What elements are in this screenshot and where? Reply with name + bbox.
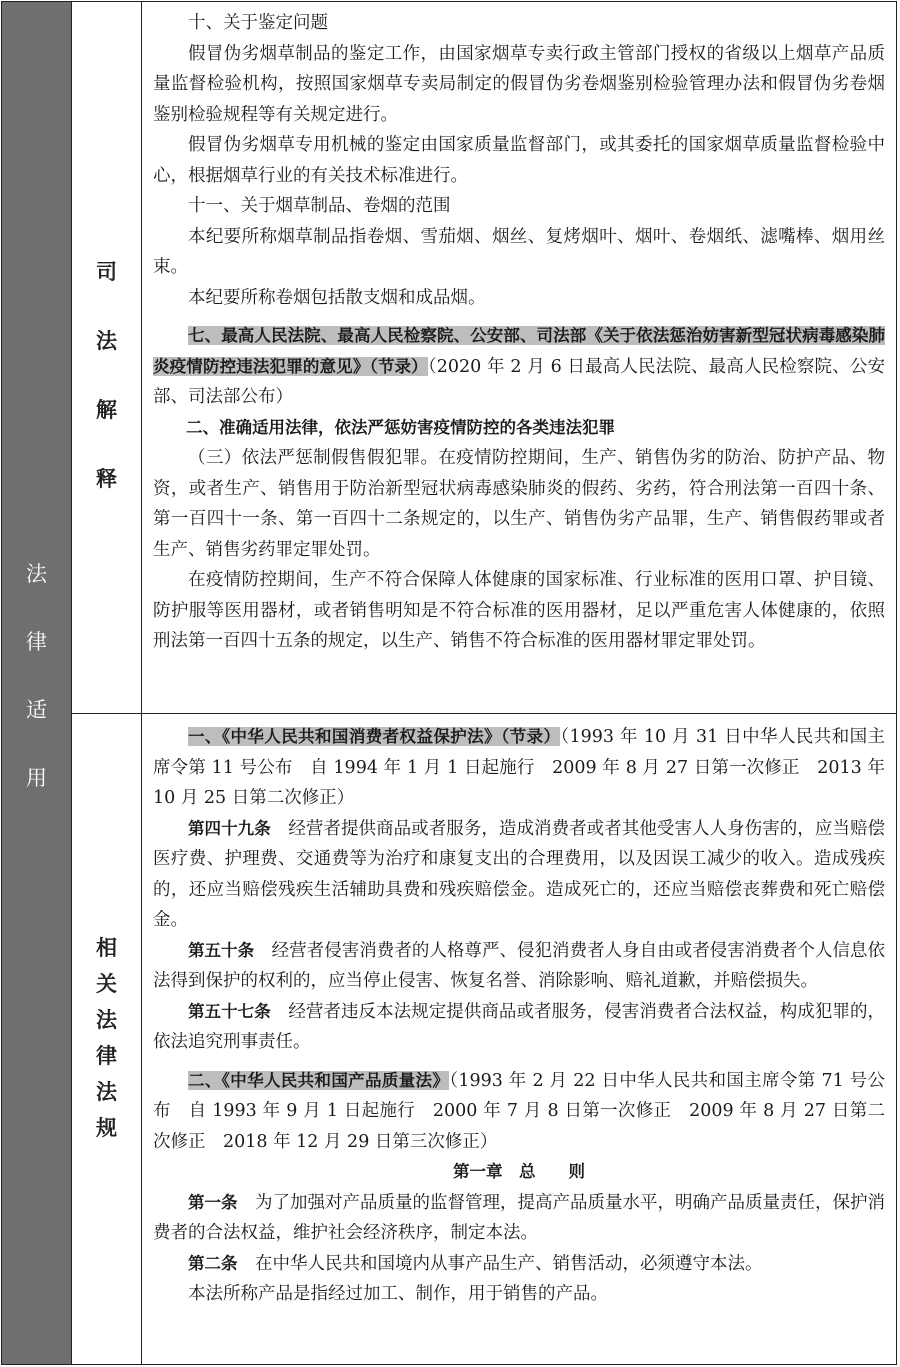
document-title: 一、《中华人民共和国消费者权益保护法》（节录） [188,727,561,746]
article-text: 经营者提供商品或者服务，造成消费者或者其他受害人人身伤害的，应当赔偿医疗费、护理费、交通费等为治疗和康复支出的合理费用，以及因误工减少的收入。造成残疾的，还应当赔偿残疾生活辅助具费和残疾赔偿金。造成死亡的，还应当赔偿丧葬费和死亡赔偿金。 [153,818,886,930]
subcategory-label-related-laws: 相 关 法 律 法 规 [96,936,117,1140]
article [153,814,885,936]
document-heading [153,722,885,814]
paragraph: 本法所称产品是指经过加工、制作，用于销售的产品。 [188,1284,608,1304]
article-text: 在中华人民共和国境内从事产品生产、销售活动，必须遵守本法。 [237,1253,763,1274]
document-note: （1993 年 10 月 31 日中华人民共和国主席令第 11 号公布 自 1994 年 1 月 1 日起施行 2009 年 8 月 27 日第一次修正 2013 年 10 月 25 日第二次修正） [153,727,886,808]
article-label: 第五十七条 [188,1001,271,1021]
document-title: 七、最高人民法院、最高人民检察院、公安部、司法部《关于依法惩治妨害新型冠状病毒感染肺炎疫情防控违法犯罪的意见》（节录） [153,326,885,376]
paragraph: 在疫情防控期间，生产不符合保障人体健康的国家标准、行业标准的医用口罩、护目镜、防护服等医用器材，或者销售明知是不符合标准的医用器材，足以严重危害人体健康的，依照刑法第一百四十五条的规定，以生产、销售不符合标准的医用器材罪定罪处罚。 [153,570,885,651]
article-label: 第五十条 [188,940,255,960]
paragraph: 本纪要所称烟草制品指卷烟、雪茄烟、烟丝、复烤烟叶、烟叶、卷烟纸、滤嘴棒、烟用丝束。 [153,226,885,277]
section-heading: 二、准确适用法律，依法严惩妨害疫情防控的各类违法犯罪 [186,417,615,437]
chapter-heading: 第一章 总 则 [453,1162,585,1181]
article [153,1188,885,1249]
article [153,997,885,1058]
section-heading: 十、关于鉴定问题 [188,13,328,33]
paragraph: （三）依法严惩制假售假犯罪。在疫情防控期间，生产、销售伪劣的防治、防护产品、物资，或者生产、销售用于防治新型冠状病毒感染肺炎的假药、劣药，符合刑法第一百四十条、第一百四十一条、第一百四十二条规定的，以生产、销售伪劣产品罪，生产、销售假药罪或者生产、销售劣药罪定罪处罚。 [153,448,885,560]
row-divider [72,713,896,714]
article-text: 经营者侵害消费者的人格尊严、侵犯消费者人身自由或者侵害消费者个人信息依法得到保护的权利的，应当停止侵害、恢复名誉、消除影响、赔礼道歉，并赔偿损失。 [153,940,886,991]
document-note: （1993 年 2 月 22 日中华人民共和国主席令第 71 号公布 自 1993 年 9 月 1 日起施行 2000 年 7 月 8 日第一次修正 2009 年 8 月 27 日第二次修正 2018 年 12 月 29 日第三次修正） [153,1070,885,1152]
document-heading [153,1066,885,1158]
subcategory-column [72,2,142,1364]
section-heading: 十一、关于烟草制品、卷烟的范围 [188,196,451,216]
article-text: 经营者违反本法规定提供商品或者服务，侵害消费者合法权益，构成犯罪的，依法追究刑事责任。 [153,1001,886,1052]
category-column [2,2,72,1364]
article [153,936,885,997]
article-text: 为了加强对产品质量的监督管理，提高产品质量水平，明确产品质量责任，保护消费者的合法权益，维护社会经济秩序，制定本法。 [153,1192,885,1243]
article-label: 第二条 [188,1253,238,1273]
document-note: （2020 年 2 月 6 日最高人民法院、最高人民检察院、公安部、司法部公布） [153,356,886,407]
judicial-interpretation-content [153,8,885,657]
subcategory-label-judicial-interpretation: 司 法 解 释 [96,260,117,491]
category-label-law-application: 法 律 适 用 [26,562,47,790]
paragraph: 本纪要所称卷烟包括散支烟和成品烟。 [188,287,486,308]
paragraph: 假冒伪劣烟草专用机械的鉴定由国家质量监督部门，或其委托的国家烟草质量监督检验中心，根据烟草行业的有关技术标准进行。 [153,135,885,186]
paragraph: 假冒伪劣烟草制品的鉴定工作，由国家烟草专卖行政主管部门授权的省级以上烟草产品质量监督检验机构，按照国家烟草专卖局制定的假冒伪劣卷烟鉴别检验管理办法和假冒伪劣卷烟鉴别检验规程等有关规定进行。 [153,43,885,125]
article-label: 第四十九条 [188,818,271,838]
article [153,1249,885,1280]
related-laws-content [153,722,885,1310]
article-label: 第一条 [188,1192,238,1212]
document-heading [153,321,885,413]
document-title: 二、《中华人民共和国产品质量法》 [188,1070,450,1090]
